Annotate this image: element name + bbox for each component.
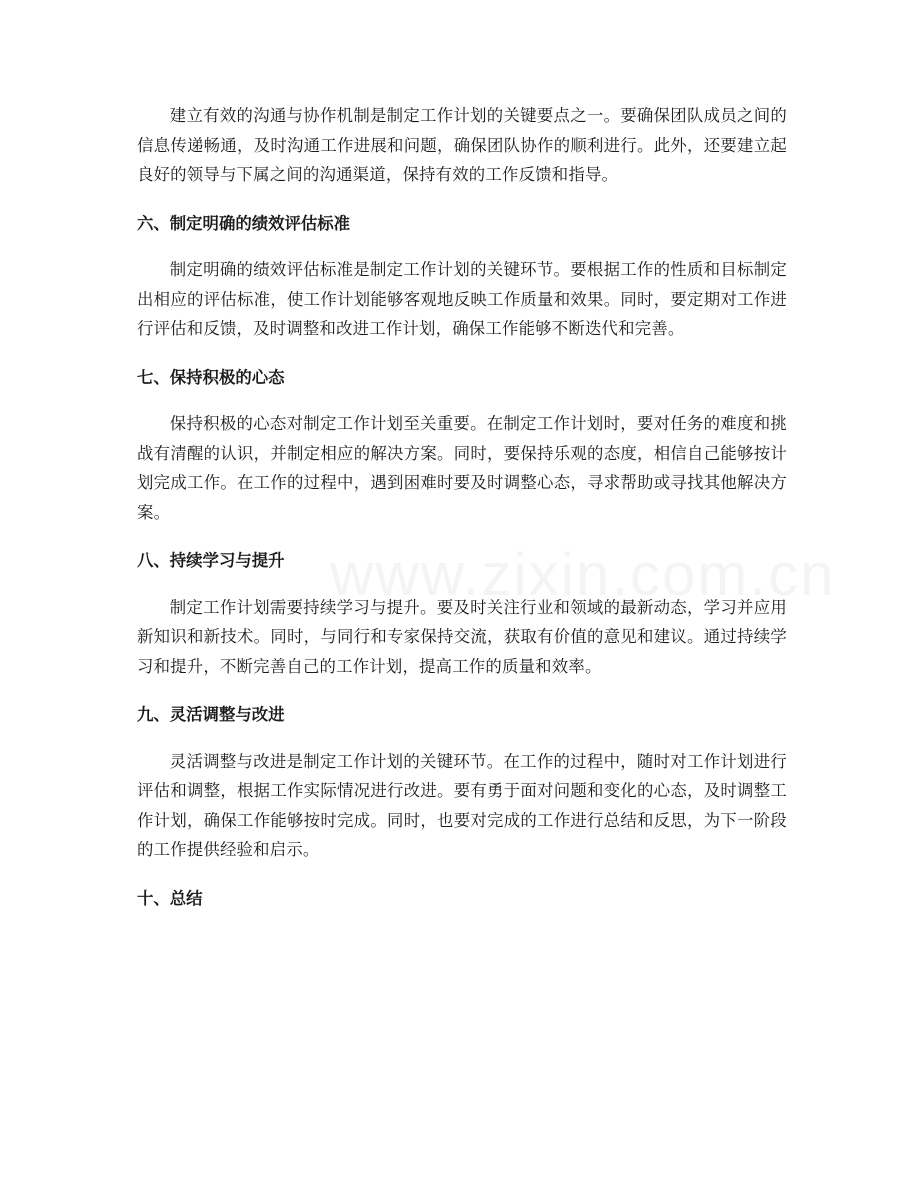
- document-body: [137, 101, 787, 913]
- paragraph-flexible-adjustment: 灵活调整与改进是制定工作计划的关键环节。在工作的过程中，随时对工作计划进行评估和调整，根据工作实际情况进行改进。要有勇于面对问题和变化的心态，及时调整工作计划，确保工作能够按时完成。同时，也要对完成的工作进行总结和反思，为下一阶段的工作提供经验和启示。: [137, 751, 787, 859]
- paragraph-continuous-learning: 制定工作计划需要持续学习与提升。要及时关注行业和领域的最新动态，学习并应用新知识和新技术。同时，与同行和专家保持交流，获取有价值的意见和建议。通过持续学习和提升，不断完善自己的工作计划，提高工作的质量和效率。: [137, 597, 787, 676]
- paragraph-positive-mindset: 保持积极的心态对制定工作计划至关重要。在制定工作计划时，要对任务的难度和挑战有清醒的认识，并制定相应的解决方案。同时，要保持乐观的态度，相信自己能够按计划完成工作。在工作的过程中，遇到困难时要及时调整心态，寻求帮助或寻找其他解决方案。: [137, 414, 787, 522]
- paragraph-communication: 建立有效的沟通与协作机制是制定工作计划的关键要点之一。要确保团队成员之间的信息传递畅通，及时沟通工作进展和问题，确保团队协作的顺利进行。此外，还要建立起良好的领导与下属之间的沟通渠道，保持有效的工作反馈和指导。: [137, 106, 787, 184]
- paragraph-performance-standards: 制定明确的绩效评估标准是制定工作计划的关键环节。要根据工作的性质和目标制定出相应的评估标准，使工作计划能够客观地反映工作质量和效果。同时，要定期对工作进行评估和反馈，及时调整和改进工作计划，确保工作能够不断迭代和完善。: [137, 260, 787, 338]
- heading-positive-mindset: 七、保持积极的心态: [137, 367, 285, 387]
- heading-continuous-learning: 八、持续学习与提升: [137, 551, 285, 570]
- heading-flexible-adjustment: 九、灵活调整与改进: [137, 705, 285, 724]
- heading-performance-standards: 六、制定明确的绩效评估标准: [137, 213, 351, 233]
- heading-summary: 十、总结: [137, 888, 203, 908]
